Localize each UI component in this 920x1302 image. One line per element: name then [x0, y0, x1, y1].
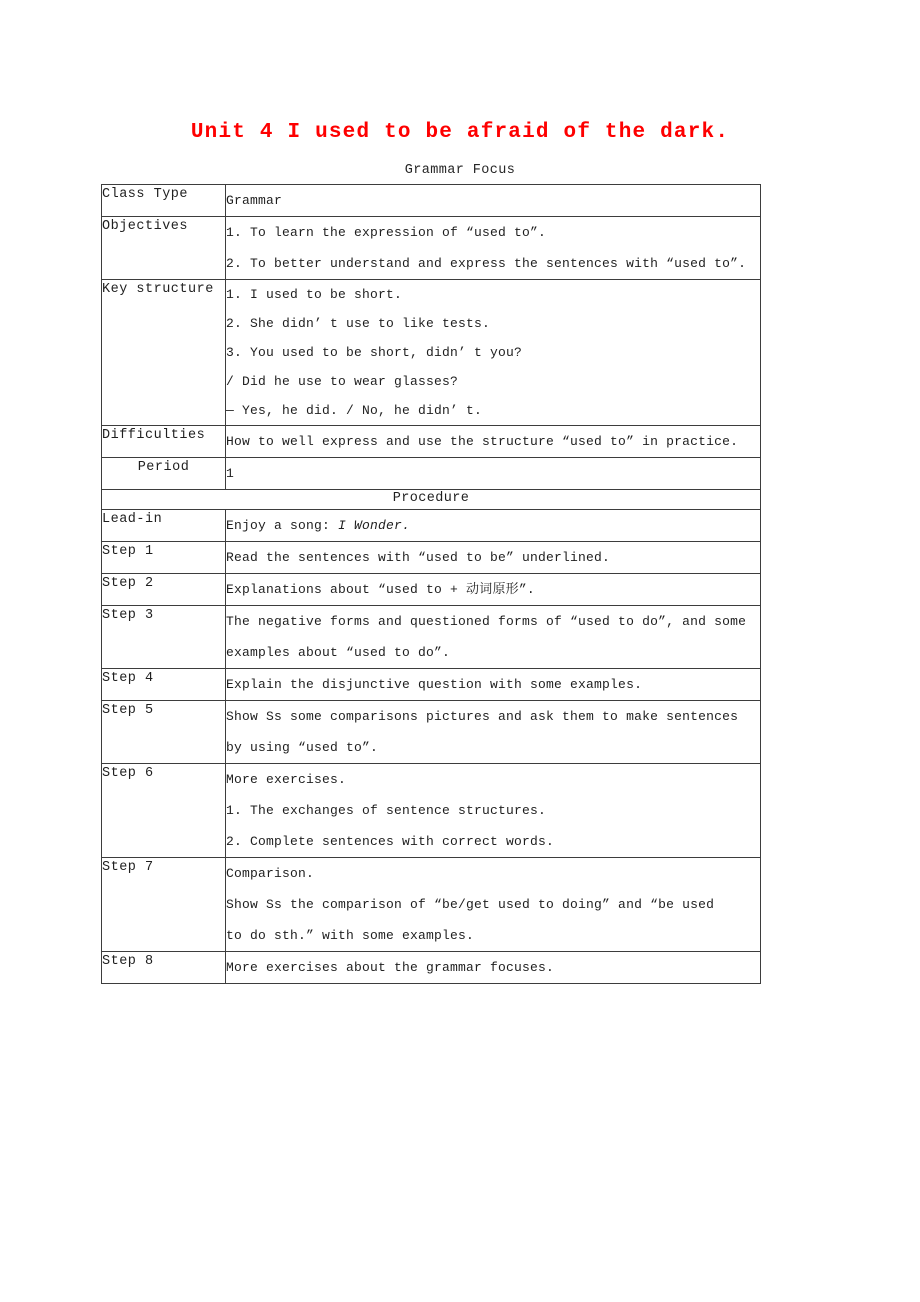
content-line: Explanations about “used to + 动词原形”.	[226, 581, 535, 597]
row-content-step-8	[226, 951, 761, 983]
content-line: How to well express and use the structure “used to” in practice.	[226, 434, 739, 449]
content-line: More exercises about the grammar focuses.	[226, 959, 555, 975]
row-label-lead-in: Lead-in	[102, 509, 226, 541]
content-line: / Did he use to wear glasses?	[226, 374, 459, 389]
content-line	[226, 510, 760, 541]
content-line: 1. I used to be short.	[226, 287, 403, 302]
row-content-step-3	[226, 605, 761, 668]
content-line: 1. The exchanges of sentence structures.	[226, 802, 547, 818]
content-line: Show Ss some comparisons pictures and ask them to make sentences	[226, 708, 739, 724]
row-label-step-8: Step 8	[102, 951, 226, 983]
row-content-step-5	[226, 700, 761, 763]
content-line: examples about “used to do”.	[226, 644, 451, 660]
table-row	[102, 951, 761, 983]
page-title: Unit 4 I used to be afraid of the dark.	[190, 121, 730, 144]
row-content-step-6	[226, 763, 761, 857]
row-content-key-structure	[226, 280, 761, 426]
row-label-key-structure: Key structure	[102, 280, 226, 426]
table-row	[102, 763, 761, 857]
row-content-step-4	[226, 668, 761, 700]
content-line: 2. To better understand and express the sentences with “used to”.	[226, 256, 747, 271]
content-line: — Yes, he did. / No, he didn’ t.	[226, 403, 483, 418]
content-line: Read the sentences with “used to be” underlined.	[226, 549, 611, 565]
row-content-step-1	[226, 541, 761, 573]
row-label-step-5: Step 5	[102, 700, 226, 763]
row-label-step-4: Step 4	[102, 668, 226, 700]
content-line: Show Ss the comparison of “be/get used to doing” and “be used	[226, 896, 715, 912]
row-content-objectives	[226, 217, 761, 280]
table-row	[102, 700, 761, 763]
row-content-step-7	[226, 857, 761, 951]
content-line: to do sth.” with some examples.	[226, 927, 475, 943]
row-label-objectives: Objectives	[102, 217, 226, 280]
content-line: 2. She didn’ t use to like tests.	[226, 316, 491, 331]
content-line: 1	[226, 466, 235, 481]
content-line: Comparison.	[226, 865, 315, 881]
content-line: More exercises.	[226, 771, 347, 787]
row-content-lead-in	[226, 509, 761, 541]
row-label-step-6: Step 6	[102, 763, 226, 857]
row-label-step-7: Step 7	[102, 857, 226, 951]
lesson-plan-table	[101, 184, 761, 984]
content-text: Enjoy a song:	[226, 517, 339, 533]
row-label-step-1: Step 1	[102, 541, 226, 573]
content-line: 1. To learn the expression of “used to”.	[226, 225, 547, 240]
content-line: 2. Complete sentences with correct words.	[226, 833, 555, 849]
row-content-difficulties	[226, 426, 761, 458]
content-line: Grammar	[226, 193, 283, 208]
table-row	[102, 605, 761, 668]
table-row	[102, 573, 761, 605]
table-row	[102, 217, 761, 280]
row-label-step-3: Step 3	[102, 605, 226, 668]
table-row	[102, 541, 761, 573]
table-row	[102, 458, 761, 490]
table-row	[102, 509, 761, 541]
table-row	[102, 280, 761, 426]
procedure-header: Procedure	[102, 490, 761, 510]
content-line: Explain the disjunctive question with some examples.	[226, 676, 643, 692]
table-row	[102, 185, 761, 217]
row-label-class-type: Class Type	[102, 185, 226, 217]
row-label-difficulties: Difficulties	[102, 426, 226, 458]
song-title: I Wonder.	[338, 517, 411, 533]
table-row	[102, 668, 761, 700]
row-label-period: Period	[102, 458, 226, 490]
table-row	[102, 857, 761, 951]
row-content-class-type	[226, 185, 761, 217]
content-line: 3. You used to be short, didn’ t you?	[226, 345, 523, 360]
table-row-procedure-header	[102, 490, 761, 510]
page-subtitle: Grammar Focus	[404, 163, 516, 178]
row-label-step-2: Step 2	[102, 573, 226, 605]
table-row	[102, 426, 761, 458]
row-content-period	[226, 458, 761, 490]
content-line: by using “used to”.	[226, 739, 379, 755]
content-line: The negative forms and questioned forms of “used to do”, and some	[226, 613, 747, 629]
row-content-step-2	[226, 573, 761, 605]
